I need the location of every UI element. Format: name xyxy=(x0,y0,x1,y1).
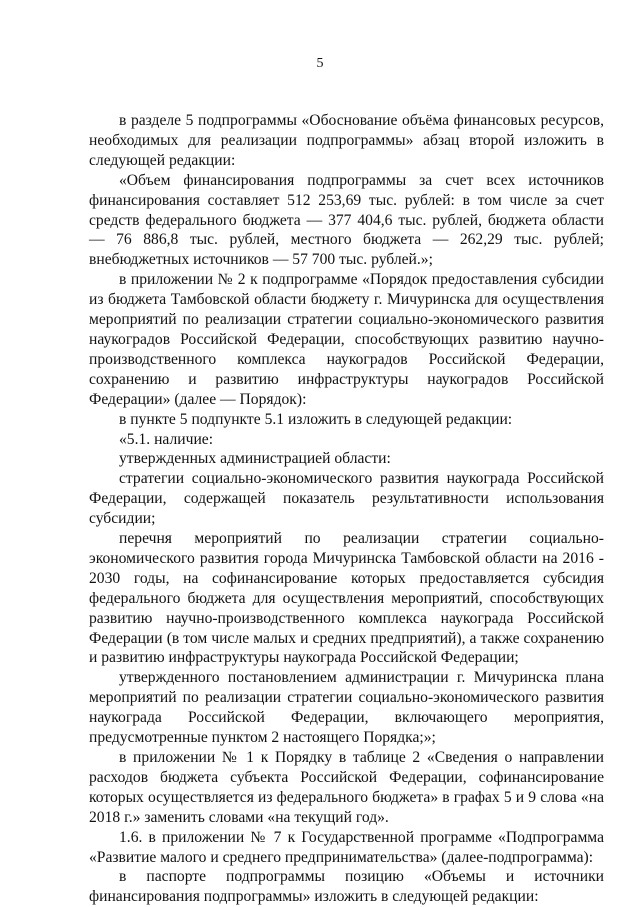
document-body xyxy=(89,111,604,907)
paragraph-appendix-2: в приложении № 2 к подпрограмме «Порядок предоставления субсидии из бюджета Тамбовской области бюджету г. Мичуринска для осуществления мероприятий по реализации стратегии социально-экономического развития наукоградов Российской Федерации, способствующих развитию научно-производственного комплекса наукоградов Российской Федерации, сохранению и развитию инфраструктуры наукоградов Российской Федерации» (далее — Порядок): xyxy=(89,271,604,408)
paragraph-approved-plan: утвержденного постановлением администрации г. Мичуринска плана мероприятий по реализации стратегии социально-экономического развития наукограда Российской Федерации, включающего мероприятия, предусмотренные пунктом 2 настоящего Порядка;»; xyxy=(89,669,604,747)
paragraph-clause-5-1: в пункте 5 подпункте 5.1 изложить в следующей редакции: xyxy=(119,410,513,428)
paragraph-passport: в паспорте подпрограммы позицию «Объемы и источники финансирования подпрограммы» изложить в следующей редакции: xyxy=(89,868,604,906)
paragraph-availability: «5.1. наличие: xyxy=(119,430,214,448)
paragraph-financing-volume: «Объем финансирования подпрограммы за счет всех источников финансирования составляет 512 253,69 тыс. рублей: в том числе за счет средств федерального бюджета — 377 404,6 тыс. рублей, бюджета области — 76 886,8 тыс. рублей, местного бюджета — 262,29 тыс. рублей; внебюджетных источников — 57 700 тыс. рублей.»; xyxy=(89,171,604,269)
paragraph-1-6: 1.6. в приложении № 7 к Государственной программе «Подпрограмма «Развитие малого и среднего предпринимательства» (далее-подпрограмма): xyxy=(89,828,604,866)
paragraph-strategy: стратегии социально-экономического развития наукограда Российской Федерации, содержащей показатель результативности использования субсидии; xyxy=(89,470,604,528)
page-number: 5 xyxy=(316,56,324,71)
paragraph-section-5: в разделе 5 подпрограммы «Обоснование объёма финансовых ресурсов, необходимых для реализации подпрограммы» абзац второй изложить в следующей редакции: xyxy=(89,112,604,169)
paragraph-approved-by: утвержденных администрацией области: xyxy=(119,450,391,468)
paragraph-measures-list: перечня мероприятий по реализации стратегии социально-экономического развития города Мичуринска Тамбовской области на 2016 - 2030 годы, на софинансирование которых предоставляется субсидия федерального бюджета для осуществления мероприятий, способствующих развитию научно-производственного комплекса наукограда Российской Федерации (в том числе малых и средних предприятий), а также сохранению и развитию инфраструктуры наукограда Российской Федерации; xyxy=(89,530,604,667)
paragraph-appendix-1-table-2: в приложении № 1 к Порядку в таблице 2 «Сведения о направлении расходов бюджета субъекта Российской Федерации, софинансирование которых осуществляется из федерального бюджета» в графах 5 и 9 слова «на 2018 г.» заменить словами «на текущий год». xyxy=(89,749,604,826)
